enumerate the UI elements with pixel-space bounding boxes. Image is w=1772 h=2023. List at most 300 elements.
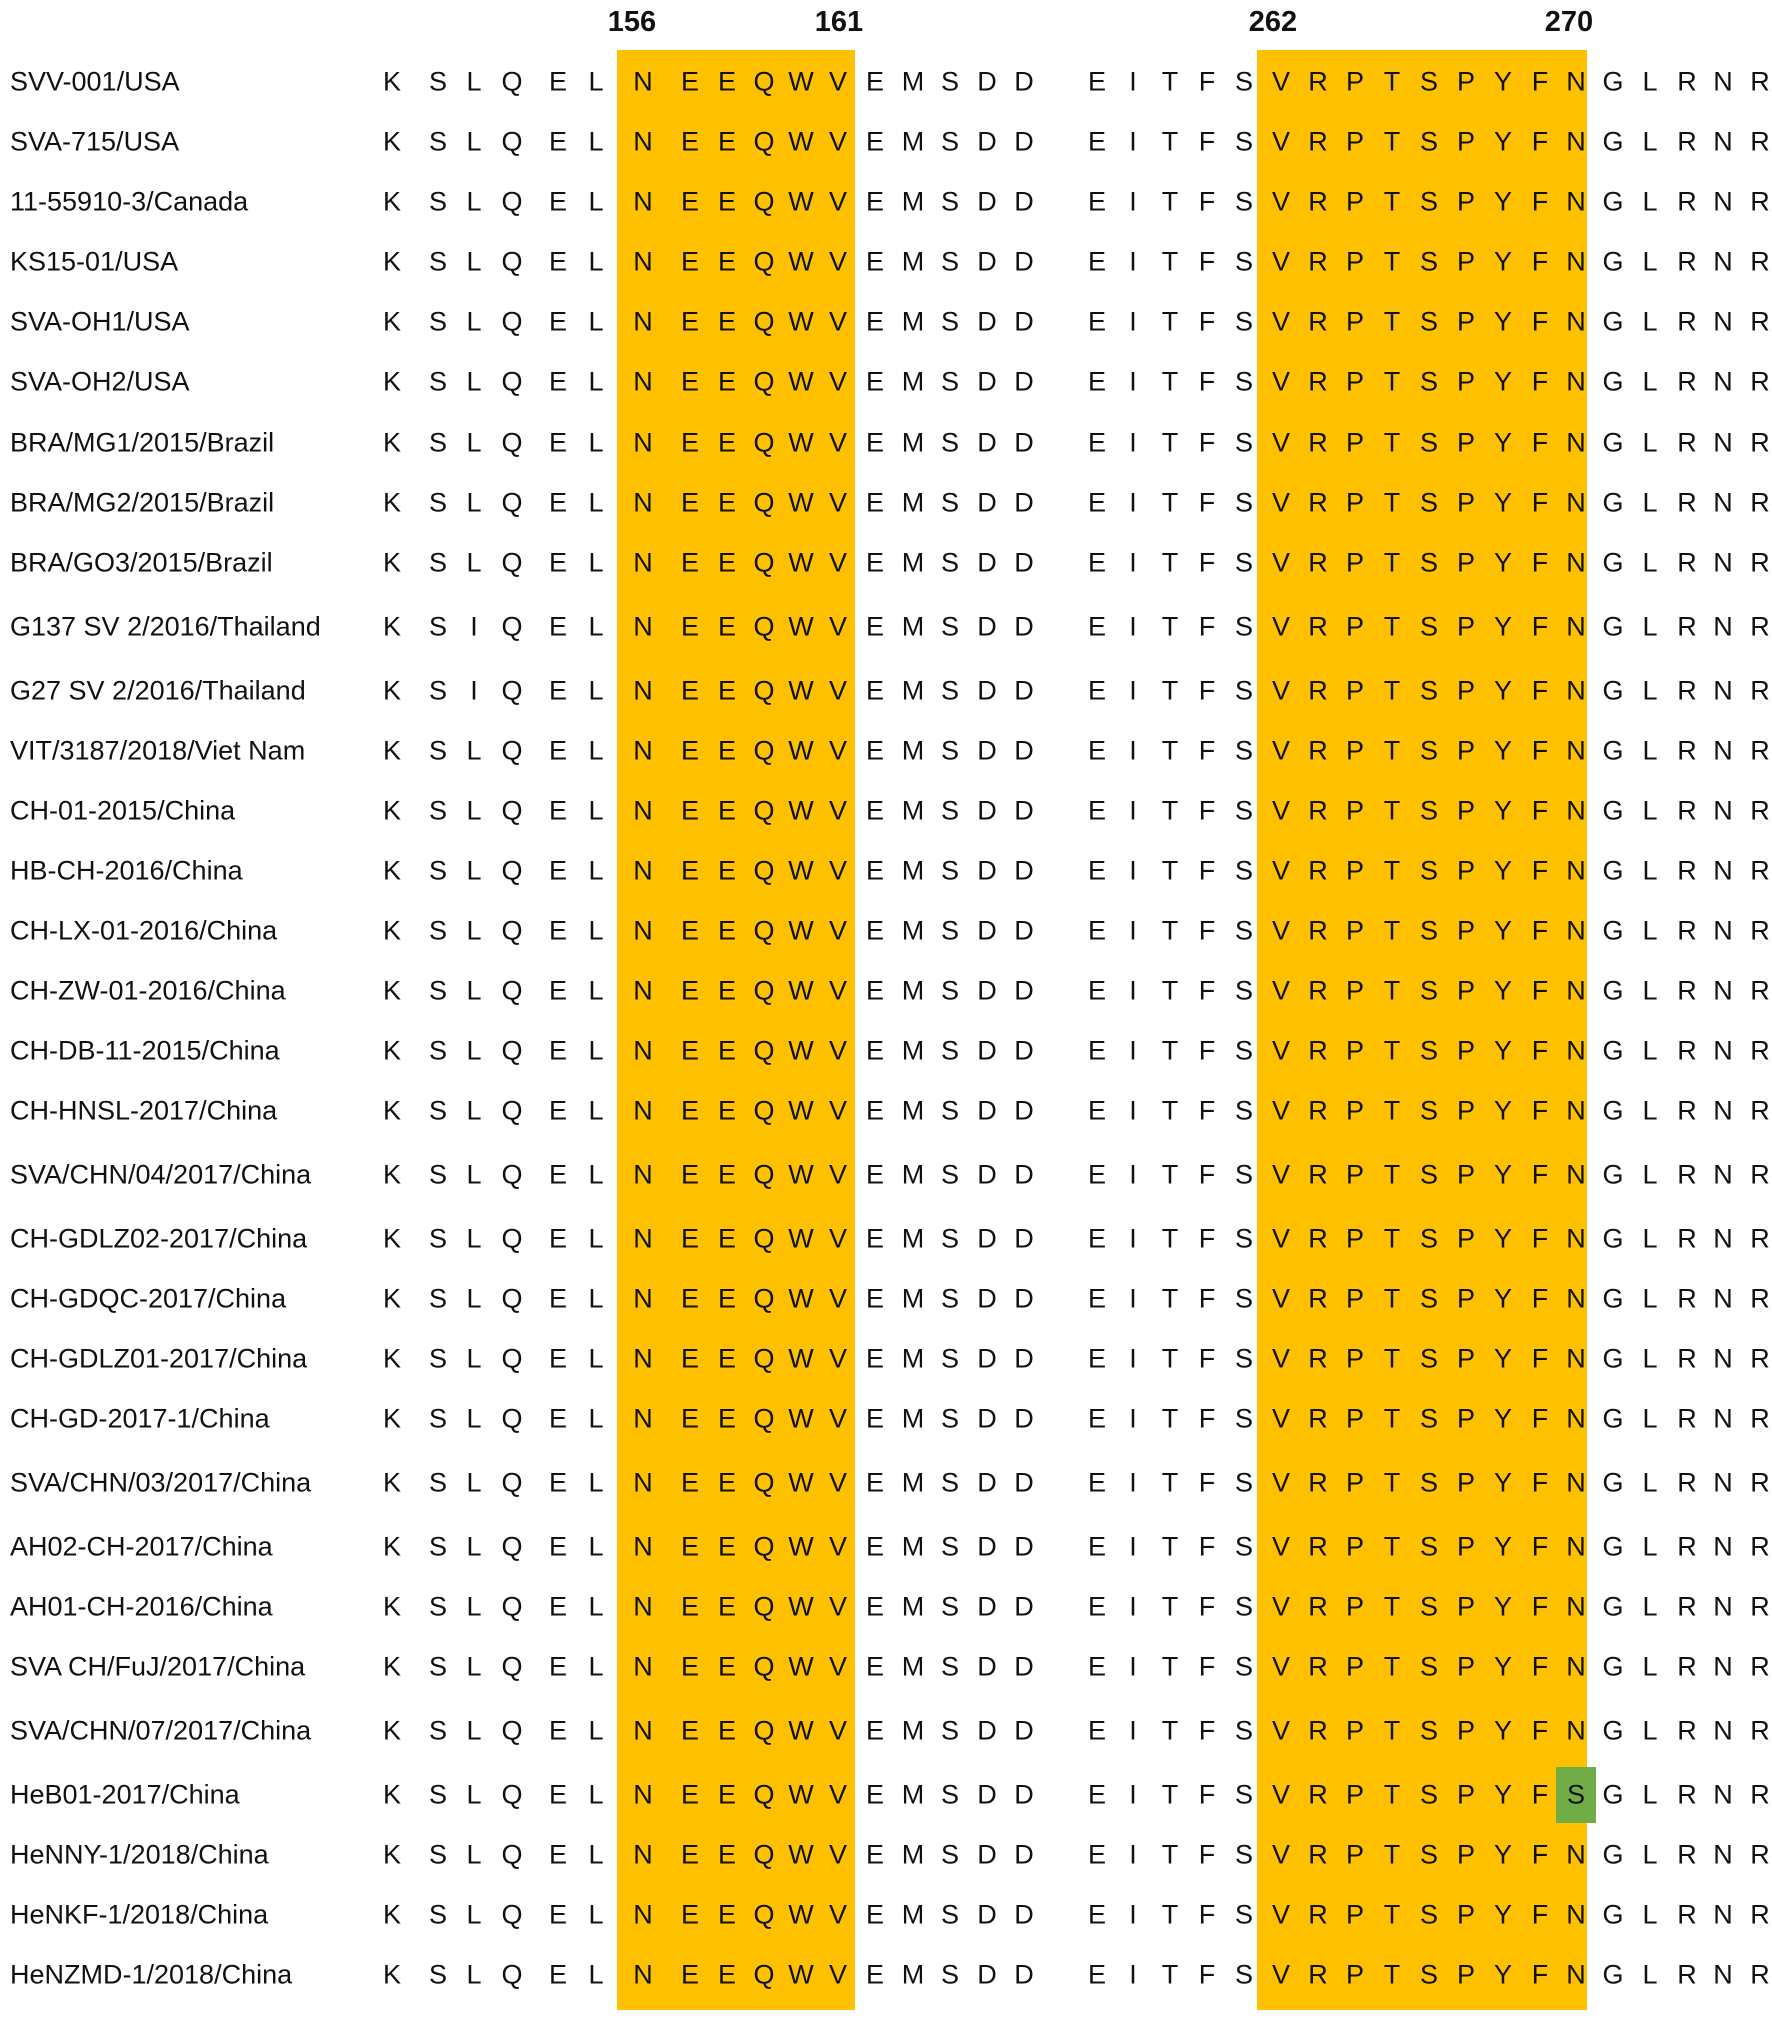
residue: D xyxy=(1014,855,1034,886)
residue: F xyxy=(1531,915,1549,946)
residue: L xyxy=(1642,1651,1658,1682)
residue: Q xyxy=(501,1959,523,1990)
residue: L xyxy=(1642,1283,1658,1314)
residue: M xyxy=(901,611,925,642)
residue: R xyxy=(1677,675,1697,706)
residue: Q xyxy=(753,186,775,217)
residue: M xyxy=(901,1779,925,1810)
residue: F xyxy=(1198,186,1216,217)
residue: M xyxy=(901,675,925,706)
residue: E xyxy=(548,975,567,1006)
residue: Y xyxy=(1493,1531,1512,1562)
residue: N xyxy=(1566,487,1586,518)
residue: I xyxy=(1129,66,1137,97)
residue: Q xyxy=(501,1283,523,1314)
residue: F xyxy=(1531,1467,1549,1498)
residue: V xyxy=(828,1035,847,1066)
residue: R xyxy=(1308,1591,1328,1622)
residue: T xyxy=(1161,1715,1179,1746)
residue: Y xyxy=(1493,611,1512,642)
residue: G xyxy=(1602,1159,1624,1190)
residue: V xyxy=(1271,975,1290,1006)
residue: L xyxy=(466,1343,482,1374)
residue: N xyxy=(1566,547,1586,578)
residue: V xyxy=(828,126,847,157)
residue: P xyxy=(1456,66,1475,97)
residue: R xyxy=(1308,186,1328,217)
residue: S xyxy=(1234,427,1253,458)
residue: E xyxy=(680,126,699,157)
residue: N xyxy=(1713,1715,1733,1746)
residue: K xyxy=(382,1591,401,1622)
residue: R xyxy=(1677,1651,1697,1682)
residue: R xyxy=(1750,366,1770,397)
residue: V xyxy=(1271,126,1290,157)
residue: V xyxy=(828,1159,847,1190)
residue: W xyxy=(788,1159,814,1190)
residue: Y xyxy=(1493,1959,1512,1990)
residue: W xyxy=(788,795,814,826)
residue: E xyxy=(548,855,567,886)
residue: T xyxy=(1383,1283,1401,1314)
residue: W xyxy=(788,487,814,518)
residue: N xyxy=(1566,1531,1586,1562)
residue: S xyxy=(1234,675,1253,706)
residue: E xyxy=(680,1651,699,1682)
residue: E xyxy=(717,1899,736,1930)
residue: W xyxy=(788,735,814,766)
residue: L xyxy=(1642,735,1658,766)
residue: S xyxy=(428,1283,447,1314)
residue: F xyxy=(1198,1591,1216,1622)
residue: M xyxy=(901,487,925,518)
residue: W xyxy=(788,306,814,337)
residue: L xyxy=(1642,186,1658,217)
sequence-label: SVA-715/USA xyxy=(10,126,180,157)
residue: K xyxy=(382,1343,401,1374)
residue: L xyxy=(588,246,604,277)
residue: F xyxy=(1531,1899,1549,1930)
residue: R xyxy=(1677,1839,1697,1870)
residue: E xyxy=(680,1159,699,1190)
residue: D xyxy=(1014,1651,1034,1682)
residue: S xyxy=(428,366,447,397)
residue: D xyxy=(1014,675,1034,706)
residue: G xyxy=(1602,1531,1624,1562)
residue: V xyxy=(828,306,847,337)
residue: N xyxy=(633,1035,653,1066)
residue: E xyxy=(865,675,884,706)
residue: Y xyxy=(1493,186,1512,217)
residue: F xyxy=(1198,126,1216,157)
residue: F xyxy=(1531,855,1549,886)
residue: Y xyxy=(1493,427,1512,458)
residue: G xyxy=(1602,1403,1624,1434)
residue: S xyxy=(428,1403,447,1434)
residue: E xyxy=(1087,186,1106,217)
residue: T xyxy=(1383,1095,1401,1126)
residue: M xyxy=(901,1403,925,1434)
residue: Q xyxy=(753,1403,775,1434)
residue: Y xyxy=(1493,1467,1512,1498)
residue: S xyxy=(1419,427,1438,458)
residue: N xyxy=(1566,1035,1586,1066)
residue: R xyxy=(1750,186,1770,217)
residue: T xyxy=(1383,1899,1401,1930)
residue: W xyxy=(788,1779,814,1810)
residue: R xyxy=(1677,1779,1697,1810)
residue: P xyxy=(1345,306,1364,337)
residue: P xyxy=(1345,915,1364,946)
residue: E xyxy=(680,1839,699,1870)
residue: V xyxy=(1271,1035,1290,1066)
residue: V xyxy=(1271,66,1290,97)
residue: F xyxy=(1198,1839,1216,1870)
residue: Q xyxy=(501,1839,523,1870)
residue: S xyxy=(1419,1899,1438,1930)
residue: I xyxy=(1129,1467,1137,1498)
sequence-label: CH-GDLZ01-2017/China xyxy=(10,1343,308,1374)
residue: S xyxy=(1419,1159,1438,1190)
residue: E xyxy=(717,1959,736,1990)
residue: N xyxy=(1566,1403,1586,1434)
residue: E xyxy=(548,1591,567,1622)
residue: R xyxy=(1750,487,1770,518)
residue: Y xyxy=(1493,1715,1512,1746)
residue: T xyxy=(1383,735,1401,766)
residue: E xyxy=(717,1159,736,1190)
residue: N xyxy=(633,487,653,518)
residue: V xyxy=(1271,186,1290,217)
residue: T xyxy=(1161,186,1179,217)
residue: R xyxy=(1677,547,1697,578)
residue: Q xyxy=(501,1403,523,1434)
residue: E xyxy=(865,1467,884,1498)
residue: L xyxy=(466,975,482,1006)
residue: Y xyxy=(1493,975,1512,1006)
residue: V xyxy=(828,366,847,397)
residue: E xyxy=(717,1403,736,1434)
residue: Q xyxy=(501,855,523,886)
residue: V xyxy=(828,675,847,706)
residue: S xyxy=(1419,611,1438,642)
residue: P xyxy=(1456,186,1475,217)
residue: I xyxy=(1129,487,1137,518)
residue: L xyxy=(1642,306,1658,337)
residue: I xyxy=(1129,1779,1137,1810)
residue: T xyxy=(1161,1035,1179,1066)
residue: W xyxy=(788,1283,814,1314)
residue: R xyxy=(1750,611,1770,642)
residue: S xyxy=(1234,855,1253,886)
residue: R xyxy=(1677,126,1697,157)
residue: L xyxy=(1642,126,1658,157)
sequence-label: SVA/CHN/03/2017/China xyxy=(10,1467,312,1498)
residue: E xyxy=(1087,126,1106,157)
residue: K xyxy=(382,795,401,826)
residue: V xyxy=(1271,366,1290,397)
residue: K xyxy=(382,366,401,397)
residue: P xyxy=(1345,487,1364,518)
residue: E xyxy=(1087,1283,1106,1314)
residue: E xyxy=(1087,1779,1106,1810)
residue: N xyxy=(1713,1467,1733,1498)
residue: S xyxy=(1234,1403,1253,1434)
residue: V xyxy=(828,487,847,518)
residue: T xyxy=(1383,186,1401,217)
residue: N xyxy=(633,366,653,397)
residue: N xyxy=(1713,975,1733,1006)
residue: E xyxy=(717,1467,736,1498)
residue: V xyxy=(1271,1779,1290,1810)
residue: S xyxy=(428,975,447,1006)
residue: E xyxy=(548,186,567,217)
residue: G xyxy=(1602,306,1624,337)
residue: E xyxy=(717,306,736,337)
residue: V xyxy=(828,1283,847,1314)
residue: D xyxy=(977,1591,997,1622)
residue: N xyxy=(1566,427,1586,458)
residue: F xyxy=(1531,735,1549,766)
residue: N xyxy=(1713,1779,1733,1810)
residue: L xyxy=(588,1159,604,1190)
residue: R xyxy=(1750,975,1770,1006)
residue: S xyxy=(1419,246,1438,277)
residue: E xyxy=(1087,306,1106,337)
residue: E xyxy=(717,1223,736,1254)
residue: G xyxy=(1602,915,1624,946)
residue: E xyxy=(680,675,699,706)
residue: R xyxy=(1677,1467,1697,1498)
residue: I xyxy=(1129,735,1137,766)
residue: F xyxy=(1198,1343,1216,1374)
residue: L xyxy=(1642,1715,1658,1746)
residue: D xyxy=(1014,126,1034,157)
residue: T xyxy=(1383,1343,1401,1374)
residue: L xyxy=(1642,427,1658,458)
residue: D xyxy=(1014,246,1034,277)
residue: L xyxy=(588,1839,604,1870)
residue: P xyxy=(1345,427,1364,458)
residue: F xyxy=(1198,246,1216,277)
residue: S xyxy=(940,547,959,578)
sequence-label: BRA/MG2/2015/Brazil xyxy=(10,487,275,518)
residue: L xyxy=(588,547,604,578)
residue: R xyxy=(1308,1467,1328,1498)
residue: L xyxy=(466,855,482,886)
residue: E xyxy=(680,1035,699,1066)
residue: R xyxy=(1308,547,1328,578)
residue: S xyxy=(428,126,447,157)
residue: S xyxy=(940,611,959,642)
residue: R xyxy=(1750,427,1770,458)
residue: L xyxy=(1642,1531,1658,1562)
residue: R xyxy=(1750,675,1770,706)
residue: Q xyxy=(501,1531,523,1562)
residue: P xyxy=(1456,1651,1475,1682)
residue: K xyxy=(382,66,401,97)
residue: T xyxy=(1161,1651,1179,1682)
residue: W xyxy=(788,1035,814,1066)
residue: S xyxy=(940,915,959,946)
residue: L xyxy=(588,1283,604,1314)
residue: E xyxy=(680,735,699,766)
residue: S xyxy=(1234,366,1253,397)
residue: S xyxy=(1234,915,1253,946)
residue: L xyxy=(588,795,604,826)
residue: N xyxy=(633,1095,653,1126)
residue: E xyxy=(680,855,699,886)
residue: F xyxy=(1531,1779,1549,1810)
residue: S xyxy=(940,795,959,826)
residue: Q xyxy=(753,1223,775,1254)
residue: E xyxy=(548,1839,567,1870)
residue: T xyxy=(1161,306,1179,337)
residue: S xyxy=(1419,66,1438,97)
residue: E xyxy=(680,975,699,1006)
residue: E xyxy=(717,1591,736,1622)
residue: E xyxy=(865,855,884,886)
residue: R xyxy=(1308,975,1328,1006)
residue: T xyxy=(1383,1591,1401,1622)
residue: D xyxy=(977,1223,997,1254)
residue: Y xyxy=(1493,675,1512,706)
residue: R xyxy=(1308,1283,1328,1314)
residue: T xyxy=(1383,1035,1401,1066)
residue: R xyxy=(1750,306,1770,337)
residue: S xyxy=(1419,1651,1438,1682)
residue: L xyxy=(588,1467,604,1498)
residue: T xyxy=(1383,306,1401,337)
residue: L xyxy=(588,1343,604,1374)
residue: L xyxy=(1642,975,1658,1006)
residue: D xyxy=(977,487,997,518)
residue: E xyxy=(1087,675,1106,706)
residue: P xyxy=(1345,1651,1364,1682)
residue: N xyxy=(633,66,653,97)
residue: S xyxy=(940,1959,959,1990)
residue: E xyxy=(865,1531,884,1562)
residue: P xyxy=(1345,1467,1364,1498)
residue: V xyxy=(828,186,847,217)
residue: E xyxy=(1087,66,1106,97)
residue: F xyxy=(1531,611,1549,642)
residue: E xyxy=(865,1839,884,1870)
residue: V xyxy=(828,735,847,766)
residue: T xyxy=(1161,675,1179,706)
residue: N xyxy=(1713,1651,1733,1682)
residue: E xyxy=(717,735,736,766)
sequence-label: HeNKF-1/2018/China xyxy=(10,1899,269,1930)
residue: N xyxy=(1713,1839,1733,1870)
residue: M xyxy=(901,1223,925,1254)
residue: D xyxy=(1014,366,1034,397)
residue: D xyxy=(977,66,997,97)
residue: G xyxy=(1602,1283,1624,1314)
residue: E xyxy=(548,675,567,706)
residue: E xyxy=(1087,1467,1106,1498)
residue: P xyxy=(1456,1403,1475,1434)
residue: S xyxy=(428,1779,447,1810)
sequence-label: HeNZMD-1/2018/China xyxy=(10,1959,293,1990)
residue: L xyxy=(588,1715,604,1746)
residue: E xyxy=(680,1223,699,1254)
residue: S xyxy=(1419,1591,1438,1622)
residue: R xyxy=(1677,1591,1697,1622)
residue: S xyxy=(1234,1283,1253,1314)
residue: G xyxy=(1602,855,1624,886)
residue: P xyxy=(1456,855,1475,886)
residue: E xyxy=(717,1035,736,1066)
residue: T xyxy=(1383,1839,1401,1870)
residue: R xyxy=(1750,1159,1770,1190)
residue: E xyxy=(865,246,884,277)
residue: E xyxy=(865,611,884,642)
residue: P xyxy=(1456,1283,1475,1314)
residue: D xyxy=(977,1035,997,1066)
residue: L xyxy=(1642,66,1658,97)
residue: V xyxy=(828,427,847,458)
residue: R xyxy=(1750,1283,1770,1314)
residue: E xyxy=(865,1343,884,1374)
residue: T xyxy=(1161,735,1179,766)
residue: D xyxy=(1014,186,1034,217)
residue: E xyxy=(680,1959,699,1990)
residue: L xyxy=(466,306,482,337)
residue: G xyxy=(1602,427,1624,458)
residue: T xyxy=(1383,1959,1401,1990)
residue: N xyxy=(1713,427,1733,458)
sequence-label: VIT/3187/2018/Viet Nam xyxy=(10,735,306,766)
residue: S xyxy=(1234,1531,1253,1562)
residue: S xyxy=(428,611,447,642)
residue: V xyxy=(1271,1651,1290,1682)
residue: I xyxy=(1129,246,1137,277)
residue: N xyxy=(1713,366,1733,397)
residue: R xyxy=(1308,735,1328,766)
residue: E xyxy=(865,427,884,458)
residue: N xyxy=(1713,611,1733,642)
residue: F xyxy=(1198,1651,1216,1682)
residue: Q xyxy=(501,675,523,706)
residue: D xyxy=(1014,1839,1034,1870)
residue: N xyxy=(1566,1715,1586,1746)
residue: T xyxy=(1161,1283,1179,1314)
residue: D xyxy=(1014,1959,1034,1990)
residue: D xyxy=(1014,795,1034,826)
residue: E xyxy=(717,1343,736,1374)
residue: L xyxy=(588,1651,604,1682)
residue: M xyxy=(901,1839,925,1870)
residue: S xyxy=(1419,855,1438,886)
residue: T xyxy=(1383,795,1401,826)
residue: T xyxy=(1383,975,1401,1006)
residue: W xyxy=(788,675,814,706)
sequence-label: KS15-01/USA xyxy=(10,246,179,277)
residue: P xyxy=(1345,246,1364,277)
residue: K xyxy=(382,1959,401,1990)
residue: Y xyxy=(1493,1159,1512,1190)
residue: E xyxy=(680,915,699,946)
residue: G xyxy=(1602,1035,1624,1066)
residue: Q xyxy=(753,855,775,886)
residue: W xyxy=(788,1899,814,1930)
residue: W xyxy=(788,1343,814,1374)
residue: T xyxy=(1161,915,1179,946)
residue: E xyxy=(548,66,567,97)
residue: K xyxy=(382,1531,401,1562)
residue: Y xyxy=(1493,915,1512,946)
